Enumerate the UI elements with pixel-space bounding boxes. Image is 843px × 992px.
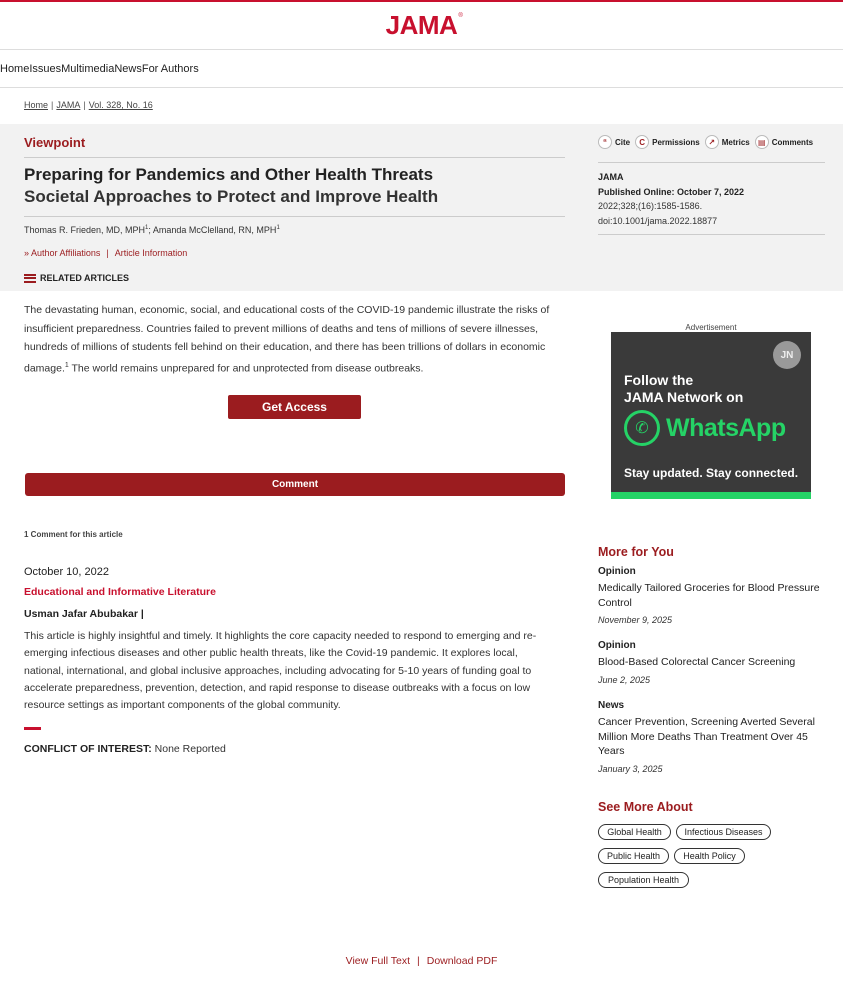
jama-logo[interactable]: JAMA ® bbox=[385, 10, 463, 40]
citation: 2022;328;(16):1585-1586. bbox=[598, 201, 703, 211]
comment-author: Usman Jafar Abubakar | bbox=[24, 608, 144, 620]
topic-tag[interactable]: Global Health bbox=[598, 824, 671, 840]
list-item: Opinion Medically Tailored Groceries for Blood Pressure Control November 9, 2025 bbox=[598, 566, 828, 625]
conflict-of-interest: CONFLICT OF INTEREST: None Reported bbox=[24, 743, 226, 755]
list-item: News Cancer Prevention, Screening Averted Several Million More Deaths Than Treatment Over 45 Years January 3, 2025 bbox=[598, 700, 828, 774]
doi: doi:10.1001/jama.2022.18877 bbox=[598, 215, 718, 226]
get-access-button[interactable]: Get Access bbox=[228, 395, 361, 419]
permissions-button[interactable]: C Permissions bbox=[635, 135, 700, 149]
breadcrumb-home[interactable]: Home bbox=[24, 100, 49, 110]
article-type: Viewpoint bbox=[24, 135, 86, 150]
whatsapp-icon: ✆ bbox=[624, 410, 660, 446]
comment-count: 1 Comment for this article bbox=[24, 530, 123, 539]
metrics-button[interactable]: ↗ Metrics bbox=[705, 135, 750, 149]
ad-tagline: Stay updated. Stay connected. bbox=[624, 466, 799, 480]
ad-accent-bar bbox=[611, 492, 811, 499]
author-affiliations-link[interactable]: Author Affiliations bbox=[31, 248, 101, 258]
divider bbox=[598, 162, 825, 163]
breadcrumb-issue[interactable]: Vol. 328, No. 16 bbox=[88, 100, 153, 110]
cite-button[interactable]: “ Cite bbox=[598, 135, 630, 149]
recommended-article-link[interactable]: Medically Tailored Groceries for Blood Pressure Control bbox=[598, 582, 820, 609]
quote-icon: “ bbox=[598, 135, 612, 149]
site-header bbox=[0, 2, 843, 50]
journal-name: JAMA bbox=[598, 172, 624, 182]
divider bbox=[24, 727, 41, 730]
author-link[interactable]: Thomas R. Frieden, MD, MPH bbox=[24, 225, 146, 235]
comment-body: This article is highly insightful and timely. It highlights the core capacity needed to respond to emerging and re-emerging infectious diseases and other public health threats, like the Covid-19 pandemic. It explores local, national, international, and global inclusive approaches, including advocating for 5-10 years of funding goal to accelerate preparedness, prevention, detection, and rapid response to disease outbreaks with a focus on low resource settings as important components of the global community. bbox=[24, 630, 537, 712]
nav-home[interactable]: Home bbox=[0, 62, 30, 75]
nav-multimedia[interactable]: Multimedia bbox=[61, 62, 115, 75]
topic-tag[interactable]: Health Policy bbox=[674, 848, 745, 864]
ad-label: Advertisement bbox=[685, 323, 737, 332]
topic-tag[interactable]: Infectious Diseases bbox=[676, 824, 771, 840]
nav-news[interactable]: News bbox=[114, 62, 142, 75]
comment-title: Educational and Informative Literature bbox=[24, 586, 216, 598]
nav-issues[interactable]: Issues bbox=[29, 62, 62, 75]
article-abstract: The devastating human, economic, social, and educational costs of the COVID-19 pandemic illustrate the risks of insufficient preparedness. Countries failed to prevent millions of deaths and tens of millions of severe illnesses, hundreds of millions of students fell behind on their education, and there has been trillions of dollars in economic damage.$^1$ The world remains unprepared for and unprotected from disease outbreaks. bbox=[24, 304, 550, 374]
more-for-you-heading: More for You bbox=[598, 545, 674, 559]
view-full-text-link[interactable]: View Full Text bbox=[345, 955, 411, 967]
see-more-about-heading: See More About bbox=[598, 800, 693, 814]
comment-date: October 10, 2022 bbox=[24, 566, 110, 578]
ad-headline: Follow the JAMA Network on bbox=[624, 372, 744, 405]
article-tools bbox=[598, 135, 813, 149]
list-icon bbox=[24, 274, 36, 283]
comment-icon: ▤ bbox=[755, 135, 769, 149]
nav-for-authors[interactable]: For Authors bbox=[141, 62, 199, 75]
author-list: Thomas R. Frieden, MD, MPH$^1$; Amanda McClelland, RN, MPH$^1$ bbox=[24, 225, 280, 235]
topic-tag[interactable]: Public Health bbox=[598, 848, 669, 864]
whatsapp-ad-banner[interactable] bbox=[611, 332, 811, 499]
divider bbox=[598, 234, 825, 235]
chevron-right-icon: » bbox=[24, 248, 30, 258]
list-item: Opinion Blood-Based Colorectal Cancer Screening June 2, 2025 bbox=[598, 640, 828, 685]
divider bbox=[24, 216, 565, 217]
breadcrumb-journal[interactable]: JAMA bbox=[56, 100, 81, 110]
jn-logo-icon: JN bbox=[773, 341, 801, 369]
breadcrumb: Home | JAMA | Vol. 328, No. 16 bbox=[24, 100, 153, 110]
divider bbox=[24, 157, 565, 158]
related-articles-toggle[interactable]: RELATED ARTICLES bbox=[24, 273, 129, 283]
download-pdf-link[interactable]: Download PDF bbox=[426, 955, 498, 967]
article-title: Preparing for Pandemics and Other Health Threats bbox=[24, 165, 434, 184]
main-nav bbox=[0, 50, 843, 88]
whatsapp-logo: ✆ WhatsApp bbox=[624, 410, 786, 446]
published-date: Published Online: October 7, 2022 bbox=[598, 186, 745, 197]
recommended-article-link[interactable]: Cancer Prevention, Screening Averted Several Million More Deaths Than Treatment Over 45 Years bbox=[598, 716, 815, 757]
topic-tag[interactable]: Population Health bbox=[598, 872, 689, 888]
recommended-article-link[interactable]: Blood-Based Colorectal Cancer Screening bbox=[598, 656, 796, 668]
comments-button[interactable]: ▤ Comments bbox=[755, 135, 813, 149]
copyright-icon: C bbox=[635, 135, 649, 149]
article-subtitle: Societal Approaches to Protect and Improve Health bbox=[24, 187, 439, 206]
footer-links: View Full Text | Download PDF bbox=[345, 955, 498, 967]
trend-icon: ↗ bbox=[705, 135, 719, 149]
affiliation-links: » Author Affiliations | Article Information bbox=[24, 248, 188, 258]
author-link[interactable]: Amanda McClelland, RN, MPH bbox=[152, 225, 277, 235]
article-information-link[interactable]: Article Information bbox=[114, 248, 188, 258]
publication-meta bbox=[598, 170, 744, 228]
comment-button[interactable]: Comment bbox=[25, 473, 565, 496]
